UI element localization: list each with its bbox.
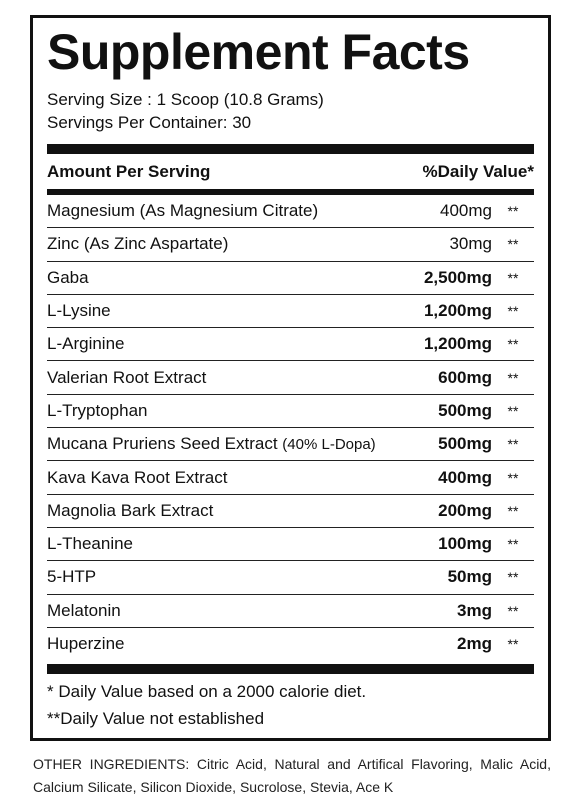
nutrient-amount: 2mg bbox=[457, 634, 492, 653]
nutrient-amount: 100mg bbox=[438, 534, 492, 554]
table-row bbox=[47, 262, 534, 295]
nutrient-daily-value: ** bbox=[507, 502, 519, 519]
nutrient-name: L-Theanine bbox=[47, 534, 134, 554]
nutrient-table bbox=[47, 195, 534, 660]
nutrient-daily-value: ** bbox=[507, 569, 519, 586]
supplement-facts-panel bbox=[30, 15, 551, 741]
panel-title: Supplement Facts bbox=[47, 24, 470, 80]
nutrient-name: L-Lysine bbox=[47, 301, 111, 321]
nutrient-amount: 3mg bbox=[457, 600, 492, 620]
table-row bbox=[47, 595, 534, 628]
table-row bbox=[47, 461, 534, 494]
servings-per-container: Servings Per Container: 30 bbox=[47, 113, 252, 132]
nutrient-name: Gaba bbox=[47, 267, 89, 287]
nutrient-name: Zinc (As Zinc Aspartate) bbox=[47, 234, 229, 254]
nutrient-daily-value: ** bbox=[507, 436, 519, 453]
nutrient-name: Magnesium (As Magnesium Citrate) bbox=[47, 201, 319, 221]
other-ingredients: OTHER INGREDIENTS: Citric Acid, Natural and Artifical Flavoring, Malic Acid, Calcium Silicate, Silicon Dioxide, Sucrolose, Stevia, Ace K bbox=[33, 756, 551, 795]
nutrient-name: Magnolia Bark Extract bbox=[47, 500, 214, 520]
nutrient-daily-value: ** bbox=[507, 602, 519, 619]
nutrient-daily-value: ** bbox=[507, 536, 519, 553]
nutrient-amount: 1,200mg bbox=[423, 301, 492, 321]
nutrient-daily-value: ** bbox=[507, 369, 519, 386]
nutrient-amount: 50mg bbox=[447, 567, 492, 587]
table-row bbox=[47, 561, 534, 594]
nutrient-amount: 500mg bbox=[438, 434, 492, 454]
nutrient-daily-value: ** bbox=[507, 236, 519, 253]
nutrient-daily-value: ** bbox=[507, 636, 519, 652]
table-row bbox=[47, 495, 534, 528]
nutrient-name: Melatonin bbox=[47, 600, 121, 620]
nutrient-amount: 600mg bbox=[438, 367, 492, 387]
table-header bbox=[47, 154, 534, 189]
not-established-footnote: **Daily Value not established bbox=[47, 709, 265, 729]
nutrient-name: Valerian Root Extract bbox=[47, 367, 207, 387]
nutrient-amount: 1,200mg bbox=[423, 334, 492, 354]
nutrient-amount: 500mg bbox=[438, 400, 492, 420]
nutrient-name: L-Arginine bbox=[47, 334, 125, 354]
nutrient-name: Huperzine bbox=[47, 634, 125, 653]
nutrient-amount: 400mg bbox=[440, 201, 492, 221]
table-row bbox=[47, 228, 534, 261]
nutrient-daily-value: ** bbox=[507, 336, 519, 353]
nutrient-daily-value: ** bbox=[507, 303, 519, 320]
table-row bbox=[47, 428, 534, 461]
nutrient-name: Mucana Pruriens Seed Extract bbox=[47, 434, 278, 454]
table-row bbox=[47, 195, 534, 228]
nutrient-amount: 400mg bbox=[438, 467, 492, 487]
nutrient-amount: 30mg bbox=[449, 234, 492, 254]
nutrient-note: (40% L-Dopa) bbox=[282, 436, 376, 454]
nutrient-amount: 2,500mg bbox=[423, 267, 492, 287]
footnote-divider bbox=[47, 664, 534, 674]
nutrient-amount: 200mg bbox=[438, 500, 492, 520]
daily-value-label: %Daily Value* bbox=[422, 161, 534, 181]
table-row bbox=[47, 528, 534, 561]
nutrient-daily-value: ** bbox=[507, 402, 519, 419]
serving-size: Serving Size : 1 Scoop (10.8 Grams) bbox=[47, 90, 324, 109]
amount-per-serving-label: Amount Per Serving bbox=[47, 161, 211, 181]
nutrient-daily-value: ** bbox=[507, 203, 519, 220]
table-row bbox=[47, 295, 534, 328]
table-row bbox=[47, 395, 534, 428]
table-row bbox=[47, 328, 534, 361]
nutrient-daily-value: ** bbox=[507, 269, 519, 286]
nutrient-name: Kava Kava Root Extract bbox=[47, 467, 228, 487]
nutrient-name: L-Tryptophan bbox=[47, 400, 148, 420]
nutrient-name: 5-HTP bbox=[47, 567, 97, 587]
table-row bbox=[47, 628, 534, 660]
table-row bbox=[47, 361, 534, 394]
daily-value-footnote: * Daily Value based on a 2000 calorie diet. bbox=[47, 682, 367, 702]
thick-divider bbox=[47, 144, 534, 154]
nutrient-daily-value: ** bbox=[507, 469, 519, 486]
